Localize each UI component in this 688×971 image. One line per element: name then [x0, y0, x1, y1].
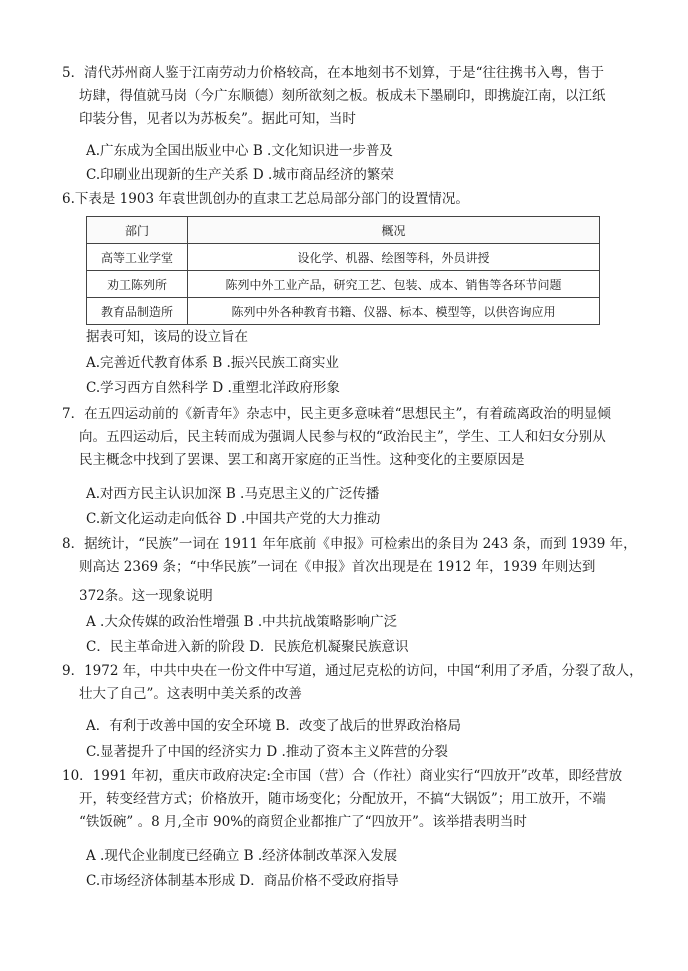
stem-line: 9．1972 年，中共中央在一份文件中写道，通过尼克松的访问，中国“利用了矛盾，分裂了敌人，: [62, 663, 643, 679]
stem-line: “铁饭碗” 。8 月,全市 90%的商贸企业都推广了“四放开”。该举措表明当时: [79, 814, 527, 830]
question-5-stem: [62, 62, 642, 131]
table-cell: 设化学、机器、绘图等科，外员讲授: [188, 244, 600, 271]
question-6-options-ab[interactable]: A.完善近代教育体系 B .振兴民族工商实业: [86, 355, 339, 371]
stem-line: 向。五四运动后，民主转而成为强调人民参与权的“政治民主”，学生、工人和妇女分别从: [79, 429, 606, 445]
table-cell: 陈列中外工业产品，研究工艺、包装、成本、销售等各环节问题: [188, 271, 600, 298]
question-8-stem: [62, 533, 642, 579]
table-header-cell: 概况: [188, 217, 600, 244]
table-header-cell: 部门: [87, 217, 188, 244]
table-row: [87, 271, 600, 298]
question-7-options-ab[interactable]: A.对西方民主认识加深 B .马克思主义的广泛传播: [86, 486, 380, 502]
question-6-after-table: 据表可知，该局的设立旨在: [86, 329, 248, 345]
question-8-options-ab[interactable]: A .大众传媒的政治性增强 B .中共抗战策略影响广泛: [86, 614, 398, 630]
table-cell: 教育品制造所: [87, 298, 188, 325]
stem-line: 8．据统计，“民族”一词在 1911 年年底前《申报》可检索出的条目为 243 条，而到 1939 年，: [62, 536, 637, 552]
stem-line: 壮大了自己”。这表明中美关系的改善: [79, 686, 302, 702]
question-7-stem: [62, 403, 642, 472]
table-cell: 高等工业学堂: [87, 244, 188, 271]
stem-line: 10．1991 年初，重庆市政府决定:全市国（营）合（作社）商业实行“四放开”改革，即经营放: [62, 768, 623, 784]
table-row: [87, 244, 600, 271]
question-6-options-cd[interactable]: C.学习西方自然科学 D .重塑北洋政府形象: [86, 380, 340, 396]
question-9-stem: [62, 660, 642, 706]
stem-line: 民主概念中找到了罢课、罢工和离开家庭的正当性。这种变化的主要原因是: [79, 452, 525, 468]
question-10-options-cd[interactable]: C.市场经济体制基本形成 D．商品价格不受政府指导: [86, 873, 399, 889]
table-row: [87, 298, 600, 325]
table-header-row: [87, 217, 600, 244]
table-cell: 劝工陈列所: [87, 271, 188, 298]
stem-line: 印装分售，见者以为苏板矣”。据此可知，当时: [79, 111, 356, 127]
stem-line: 坊肆，得值就马岗（今广东顺德）刻所欲刻之板。板成未下墨刷印，即携旋江南，以江纸: [79, 88, 606, 104]
question-9-options-cd[interactable]: C.显著提升了中国的经济实力 D .推动了资本主义阵营的分裂: [86, 744, 448, 760]
stem-line: 开，转变经营方式；价格放开，随市场变化；分配放开，不搞“大锅饭”；用工放开，不端: [79, 791, 606, 807]
question-10-stem: [62, 765, 642, 834]
question-5-options-ab[interactable]: A.广东成为全国出版业中心 B .文化知识进一步普及: [86, 143, 393, 159]
question-8-stem-end: 372条。这一现象说明: [79, 588, 213, 604]
question-7-options-cd[interactable]: C.新文化运动走向低谷 D .中国共产党的大力推动: [86, 511, 381, 527]
question-6-stem: 6.下表是 1903 年袁世凯创办的直隶工艺总局部分部门的设置情况。: [62, 191, 469, 207]
stem-line: 7．在五四运动前的《新青年》杂志中，民主更多意味着“思想民主”，有着疏离政治的明显倾: [62, 406, 611, 422]
stem-line: 5．清代苏州商人鉴于江南劳动力价格较高，在本地刻书不划算，于是“往往携书入粤，售于: [62, 65, 604, 81]
question-10-options-ab[interactable]: A .现代企业制度已经确立 B .经济体制改革深入发展: [86, 848, 398, 864]
table-cell: 陈列中外各种教育书籍、仪器、标本、模型等，以供咨询应用: [188, 298, 600, 325]
stem-line: 则高达 2369 条；“中华民族”一词在《申报》首次出现是在 1912 年，1939 年则达到: [79, 559, 596, 575]
question-6-table: [86, 216, 600, 325]
question-8-options-cd[interactable]: C．民主革命进入新的阶段 D．民族危机凝聚民族意识: [86, 639, 409, 655]
question-9-options-ab[interactable]: A．有利于改善中国的安全环境 B．改变了战后的世界政治格局: [86, 718, 461, 734]
question-5-options-cd[interactable]: C.印刷业出现新的生产关系 D .城市商品经济的繁荣: [86, 167, 394, 183]
